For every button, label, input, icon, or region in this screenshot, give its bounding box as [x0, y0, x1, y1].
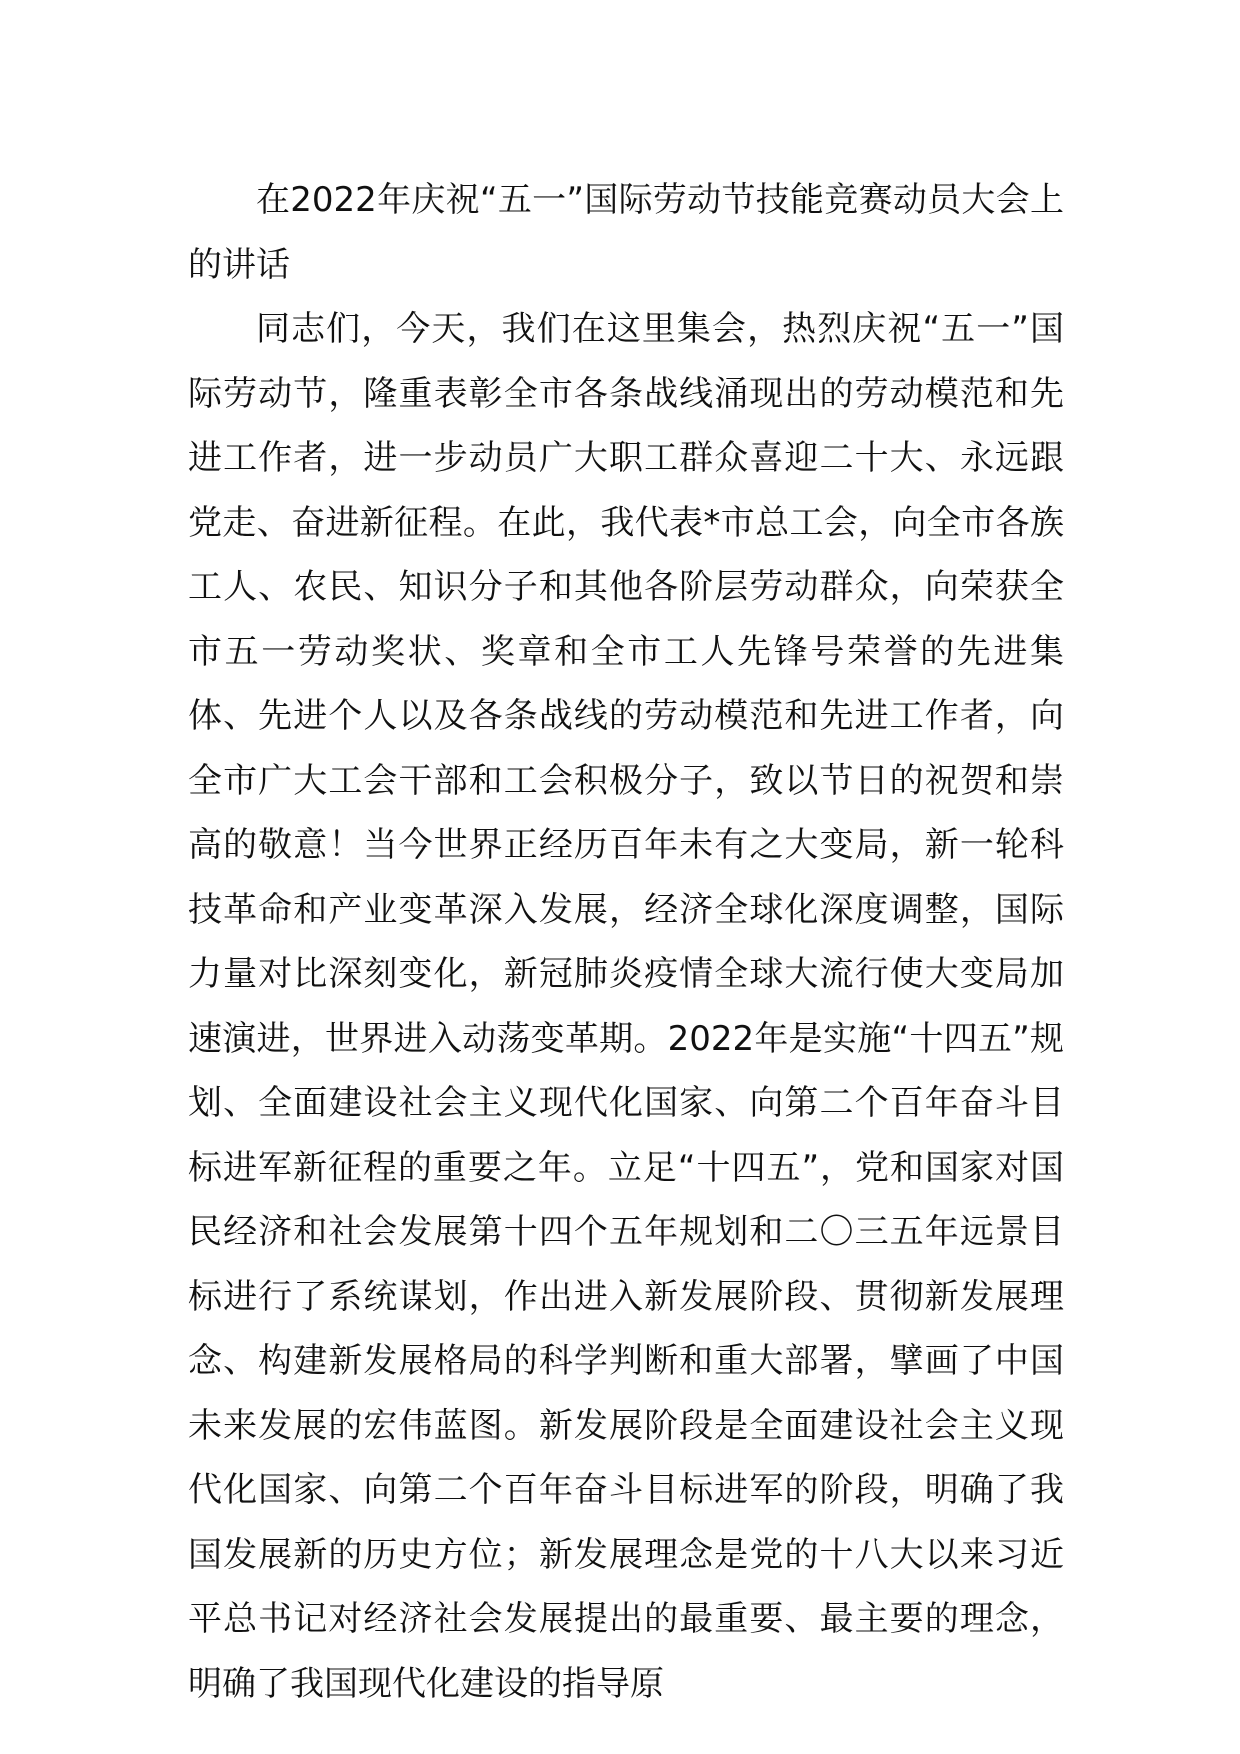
document-title: 在2022年庆祝“五一”国际劳动节技能竞赛动员大会上的讲话	[188, 180, 1064, 285]
document-body	[188, 168, 1064, 1716]
body-paragraph: 同志们，今天，我们在这里集会，热烈庆祝“五一”国际劳动节，隆重表彰全市各条战线涌现出的劳动模范和先进工作者，进一步动员广大职工群众喜迎二十大、永远跟党走、奋进新征程。在此，我代表*市总工会，向全市各族工人、农民、知识分子和其他各阶层劳动群众，向荣获全市五一劳动奖状、奖章和全市工人先锋号荣誉的先进集体、先进个人以及各条战线的劳动模范和先进工作者，向全市广大工会干部和工会积极分子，致以节日的祝贺和崇高的敬意！当今世界正经历百年未有之大变局，新一轮科技革命和产业变革深入发展，经济全球化深度调整，国际力量对比深刻变化，新冠肺炎疫情全球大流行使大变局加速演进，世界进入动荡变革期。2022年是实施“十四五”规划、全面建设社会主义现代化国家、向第二个百年奋斗目标进军新征程的重要之年。立足“十四五”，党和国家对国民经济和社会发展第十四个五年规划和二〇三五年远景目标进行了系统谋划，作出进入新发展阶段、贯彻新发展理念、构建新发展格局的科学判断和重大部署，擘画了中国未来发展的宏伟蓝图。新发展阶段是全面建设社会主义现代化国家、向第二个百年奋斗目标进军的阶段，明确了我国发展新的历史方位；新发展理念是党的十八大以来习近平总书记对经济社会发展提出的最重要、最主要的理念，明确了我国现代化建设的指导原	[188, 309, 1064, 1704]
